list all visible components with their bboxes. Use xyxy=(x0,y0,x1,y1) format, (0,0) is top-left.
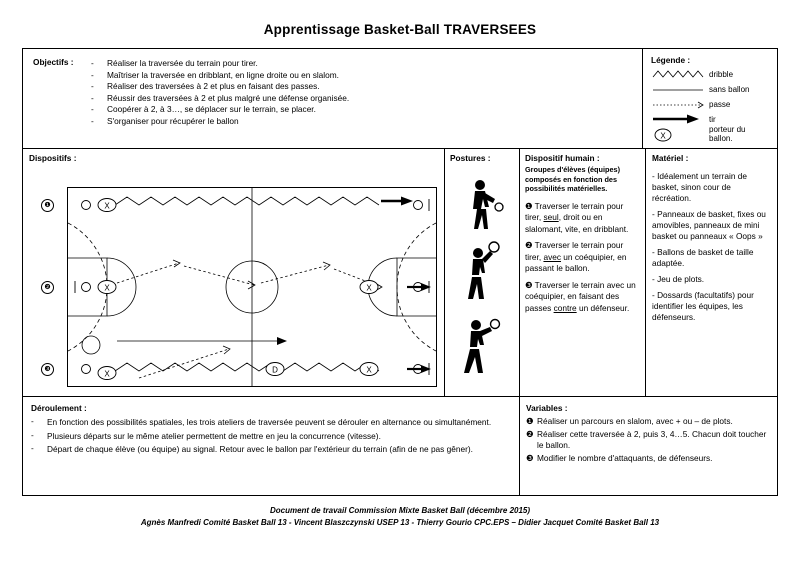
dispositif-humain-item-3 xyxy=(525,280,640,315)
deroulement-label: Déroulement : xyxy=(31,403,87,413)
item-text: Modifier le nombre d'attaquants, de défenseurs. xyxy=(537,453,713,463)
dispositif-humain-intro: Groupes d'élèves (équipes) composés en fonction des possibilités matérielles. xyxy=(525,165,621,193)
materiel-label: Matériel : xyxy=(652,153,689,163)
postures-label: Postures : xyxy=(450,153,491,163)
item-number: ❸ xyxy=(525,279,533,290)
svg-text:X: X xyxy=(104,201,110,211)
svg-text:X: X xyxy=(660,131,666,141)
postures-figures xyxy=(450,163,520,391)
legend-label: tir xyxy=(709,114,716,124)
list-item: - Panneaux de basket, fixes ou amovibles, panneaux de mini basket ou panneaux « Oops » xyxy=(652,209,766,241)
dash-marker: - xyxy=(31,443,34,453)
item-text: Réaliser cette traversée à 2, puis 3, 4…5. Chacun doit toucher le ballon. xyxy=(537,429,767,450)
list-item-label: Réaliser la traversée du terrain pour tirer. xyxy=(107,58,258,68)
legend-item-porteur xyxy=(651,125,771,143)
dispositifs-label: Dispositifs : xyxy=(29,153,77,163)
list-item xyxy=(91,104,636,114)
player-marker xyxy=(360,363,378,376)
dispositif-humain-section xyxy=(520,149,646,397)
passer-figure xyxy=(464,320,500,374)
postures-section xyxy=(445,149,520,397)
legende-label: Légende : xyxy=(651,55,691,65)
dash-marker: - xyxy=(31,429,34,440)
list-item-label: Plusieurs départs sur le même atelier permettent de mettre en jeu la concurrence (vitesse). xyxy=(47,430,381,441)
player-marker xyxy=(360,281,378,294)
court-diagram xyxy=(29,163,445,407)
list-item xyxy=(91,70,636,80)
dash-marker: - xyxy=(91,104,94,114)
defender-marker xyxy=(266,363,284,376)
list-item-label: Coopérer à 2, à 3…, se déplacer sur le terrain, se placer. xyxy=(107,104,316,114)
list-item-label: Réussir des traversées à 2 et plus malgré une défense organisée. xyxy=(107,92,350,103)
player-x-icon xyxy=(651,128,709,140)
objectifs-list xyxy=(91,58,636,126)
list-item: - Dossards (facultatifs) pour identifier les équipes, les défenseurs. xyxy=(652,290,754,322)
player-marker xyxy=(98,281,116,294)
list-item: - Ballons de basket de taille adaptée. xyxy=(652,247,754,268)
objectifs-label: Objectifs : xyxy=(33,57,74,67)
shooter-figure xyxy=(468,242,499,299)
dash-marker: - xyxy=(91,92,94,103)
dispositif-marker-3: ❸ xyxy=(41,363,54,376)
item-text: Traverser le terrain avec un coéquipier, en faisant des passes contre un défenseur. xyxy=(525,279,636,313)
dribbler-figure xyxy=(473,180,503,229)
variables-label: Variables : xyxy=(526,403,568,413)
list-item xyxy=(91,93,636,103)
list-item xyxy=(31,443,513,455)
dispositifs-section xyxy=(23,149,445,397)
svg-text:X: X xyxy=(366,283,372,293)
list-item-label: Maîtriser la traversée en dribblant, en ligne droite ou en slalom. xyxy=(107,69,339,80)
dash-marker: - xyxy=(91,81,94,91)
footer-line-1: Document de travail Commission Mixte Basket Ball (décembre 2015) xyxy=(269,506,531,515)
materiel-section xyxy=(646,149,777,397)
item-number: ❷ xyxy=(525,240,533,250)
objectifs-section xyxy=(23,49,643,149)
footer xyxy=(0,505,800,529)
item-number: ❶ xyxy=(526,416,534,426)
thick-arrow-icon xyxy=(651,113,709,125)
list-item-label: En fonction des possibilités spatiales, les trois ateliers de traversée peuvent se dérouler en alternance ou simultanément. xyxy=(47,417,492,427)
svg-text:X: X xyxy=(366,365,372,375)
legend-label: dribble xyxy=(709,69,734,79)
dispositif-humain-label: Dispositif humain : xyxy=(525,153,600,163)
variables-item-2 xyxy=(526,429,771,451)
item-text: Traverser le terrain pour tirer, seul, droit ou en slalomant, vite, en dribblant. xyxy=(525,200,629,234)
page-title: Apprentissage Basket-Ball TRAVERSEES xyxy=(263,22,537,37)
list-item xyxy=(91,81,636,91)
item-text: Traverser le terrain pour tirer, avec un coéquipier, en passant le ballon. xyxy=(525,240,627,273)
dash-marker: - xyxy=(91,69,94,80)
player-marker xyxy=(98,367,116,380)
court-drawing xyxy=(29,163,445,407)
line-icon xyxy=(651,83,709,95)
document-frame xyxy=(22,48,778,496)
item-number: ❷ xyxy=(526,429,534,439)
list-item: - Jeu de plots. xyxy=(652,274,705,284)
legend-label: porteur du ballon. xyxy=(709,125,746,143)
list-item-label: Départ de chaque élève (ou équipe) au signal. Retour avec le ballon par l'extérieur du terrain (afin de ne pas gêner). xyxy=(47,444,473,454)
list-item xyxy=(91,58,636,68)
legend-label: passe xyxy=(709,99,731,109)
dispositif-humain-item-2 xyxy=(525,240,640,275)
list-item-label: Réaliser des traversées à 2 et plus en faisant des passes. xyxy=(107,81,320,91)
item-text: Réaliser un parcours en slalom, avec + ou – de plots. xyxy=(537,416,733,426)
legend-item-sans-ballon xyxy=(651,83,771,95)
list-item-label: S'organiser pour récupérer le ballon xyxy=(107,115,239,126)
legend-item-tir xyxy=(651,113,771,125)
zigzag-icon xyxy=(651,68,709,80)
footer-line-2: Agnès Manfredi Comité Basket Ball 13 - Vincent Blaszczynski USEP 13 - Thierry Gourio CPC.EPS – Didier Jacquet Comité Basket Ball 13 xyxy=(140,518,660,527)
deroulement-section xyxy=(23,397,520,496)
dash-marker: - xyxy=(31,416,34,426)
dash-marker: - xyxy=(91,58,94,68)
variables-section xyxy=(520,397,777,496)
dispositif-humain-item-1 xyxy=(525,201,640,236)
player-marker xyxy=(98,199,116,212)
variables-item-1 xyxy=(526,416,771,427)
item-number: ❸ xyxy=(526,453,534,463)
dispositif-marker-2: ❷ xyxy=(41,281,54,294)
dotted-line-icon xyxy=(651,98,709,110)
legend-label: sans ballon xyxy=(709,84,750,94)
svg-text:X: X xyxy=(104,369,110,379)
legend-item-passe xyxy=(651,98,771,110)
svg-text:X: X xyxy=(104,283,110,293)
dash-marker: - xyxy=(91,115,94,126)
list-item xyxy=(31,430,513,442)
svg-text:D: D xyxy=(272,365,278,375)
legend-item-dribble xyxy=(651,68,771,80)
variables-item-3 xyxy=(526,453,771,464)
legende-section xyxy=(643,49,777,149)
list-item xyxy=(91,116,636,126)
dispositif-marker-1: ❶ xyxy=(41,199,54,212)
list-item: - Idéalement un terrain de basket, sinon cour de récréation. xyxy=(652,171,748,203)
list-item xyxy=(31,416,513,428)
item-number: ❶ xyxy=(525,200,533,211)
